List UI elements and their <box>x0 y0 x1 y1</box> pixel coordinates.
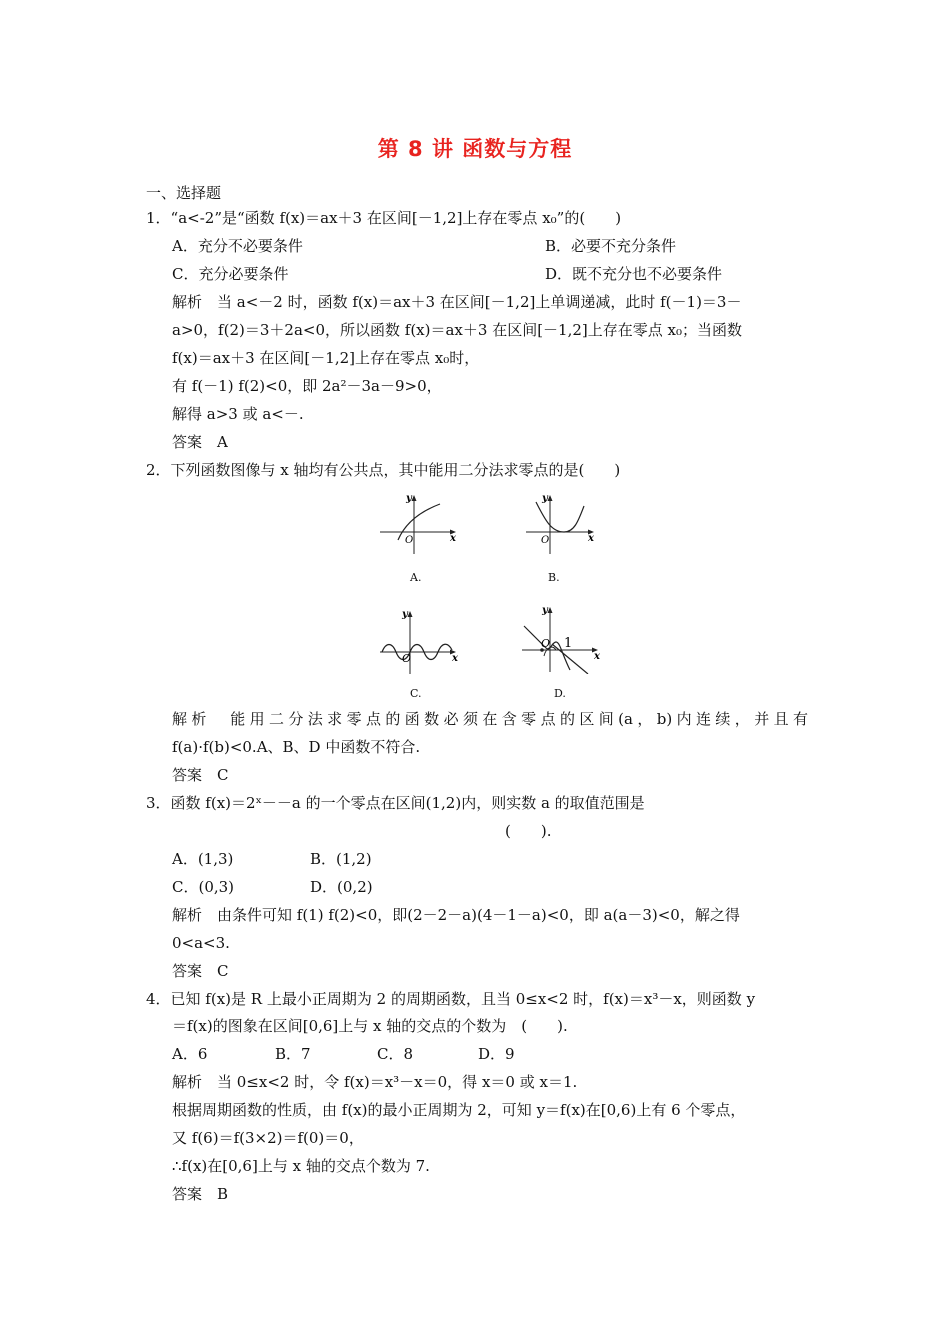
q1-analysis-line: 解得 a>3 或 a<－. <box>172 405 304 423</box>
y-axis-label: y <box>406 493 412 504</box>
q4-stem-line: ＝f(x)的图象在区间[0,6]上与 x 轴的交点的个数为 ( ). <box>172 1017 568 1035</box>
q1-option-d: D．既不充分也不必要条件 <box>545 265 723 283</box>
q1-option-b: B．必要不充分条件 <box>545 237 677 255</box>
graph-c <box>376 604 466 674</box>
graph-d <box>516 600 606 674</box>
q1-analysis-line: f(x)＝ax＋3 在区间[－1,2]上存在零点 x₀时， <box>172 349 480 367</box>
q3-option-b: B．(1,2) <box>310 850 372 868</box>
graph-d-label: D. <box>554 687 566 700</box>
q3-analysis-line: 解析 由条件可知 f(1) f(2)<0，即(2－2－a)(4－1－a)<0，即 a(a－3)<0，解之得 <box>172 906 740 924</box>
q3-answer: 答案 C <box>172 962 229 980</box>
origin-label: O <box>405 535 414 546</box>
q3-option-a: A．(1,3) <box>172 850 234 868</box>
q3-analysis-line: 0<a<3. <box>172 934 230 952</box>
origin-label: O <box>402 652 412 665</box>
q1-analysis-line: a>0，f(2)＝3＋2a<0，所以函数 f(x)＝ax＋3 在区间[－1,2]上存在零点 x₀；当函数 <box>172 321 742 339</box>
q1-option-a: A．充分不必要条件 <box>172 237 303 255</box>
q4-analysis-line: 解析 当 0≤x<2 时，令 f(x)＝x³－x＝0，得 x＝0 或 x＝1. <box>172 1073 578 1091</box>
q1-option-c: C．充分必要条件 <box>172 265 289 283</box>
page-title: 第 8 讲 函数与方程 <box>377 137 573 161</box>
q1-answer: 答案 A <box>172 433 228 451</box>
q4-analysis-line: 又 f(6)＝f(3×2)＝f(0)＝0， <box>172 1129 364 1147</box>
y-axis-label: y <box>402 609 408 620</box>
q4-option-c: C．8 <box>377 1045 414 1063</box>
section-heading: 一、选择题 <box>146 184 222 202</box>
x-axis-label: x <box>450 533 456 544</box>
q3-option-d: D．(0,2) <box>310 878 373 896</box>
q4-analysis-line: 根据周期函数的性质，由 f(x)的最小正周期为 2，可知 y＝f(x)在[0,6)上有 6 个零点， <box>172 1101 746 1119</box>
graph-a <box>376 488 460 558</box>
q2-analysis-line: 解析 能用二分法求零点的函数必须在含零点的区间(a，b)内连续，并且有 <box>172 710 808 728</box>
y-axis-label: y <box>542 605 548 616</box>
q4-stem-line: 4．已知 f(x)是 R 上最小正周期为 2 的周期函数，且当 0≤x<2 时，f(x)＝x³－x，则函数 y <box>146 990 756 1008</box>
tick-one-label: 1 <box>564 636 573 651</box>
q1-analysis-line: 解析 当 a<－2 时，函数 f(x)＝ax＋3 在区间[－1,2]上单调递减，此时 f(－1)＝3－ <box>172 293 742 311</box>
q4-option-a: A．6 <box>172 1045 208 1063</box>
q1-analysis-line: 有 f(－1) f(2)<0，即 2a²－3a－9>0， <box>172 377 442 395</box>
q1-stem: 1．“a<-2”是“函数 f(x)＝ax＋3 在区间[－1,2]上存在零点 x₀”的( ) <box>146 209 622 227</box>
x-axis-label: x <box>594 651 600 662</box>
q2-analysis-line: f(a)·f(b)<0.A、B、D 中函数不符合. <box>172 738 421 756</box>
graph-a-label: A. <box>410 571 422 584</box>
q4-analysis-line: ∴f(x)在[0,6]上与 x 轴的交点个数为 7. <box>172 1157 430 1175</box>
q3-stem: 3．函数 f(x)＝2ˣ－－a 的一个零点在区间(1,2)内，则实数 a 的取值范围是 <box>146 794 645 812</box>
origin-label: O <box>541 637 551 650</box>
x-axis-label: x <box>588 533 594 544</box>
x-axis-label: x <box>452 653 458 664</box>
graph-c-label: C. <box>410 687 422 700</box>
q3-answer-blank: ( ). <box>505 822 552 840</box>
graph-b <box>522 488 606 558</box>
q4-option-d: D．9 <box>478 1045 515 1063</box>
q3-option-c: C．(0,3) <box>172 878 235 896</box>
origin-label: O <box>541 535 550 546</box>
q2-answer: 答案 C <box>172 766 229 784</box>
q4-option-b: B．7 <box>275 1045 311 1063</box>
graph-b-label: B. <box>548 571 560 584</box>
y-axis-label: y <box>542 493 548 504</box>
q4-answer: 答案 B <box>172 1185 229 1203</box>
q2-stem: 2．下列函数图像与 x 轴均有公共点，其中能用二分法求零点的是( ) <box>146 461 621 479</box>
